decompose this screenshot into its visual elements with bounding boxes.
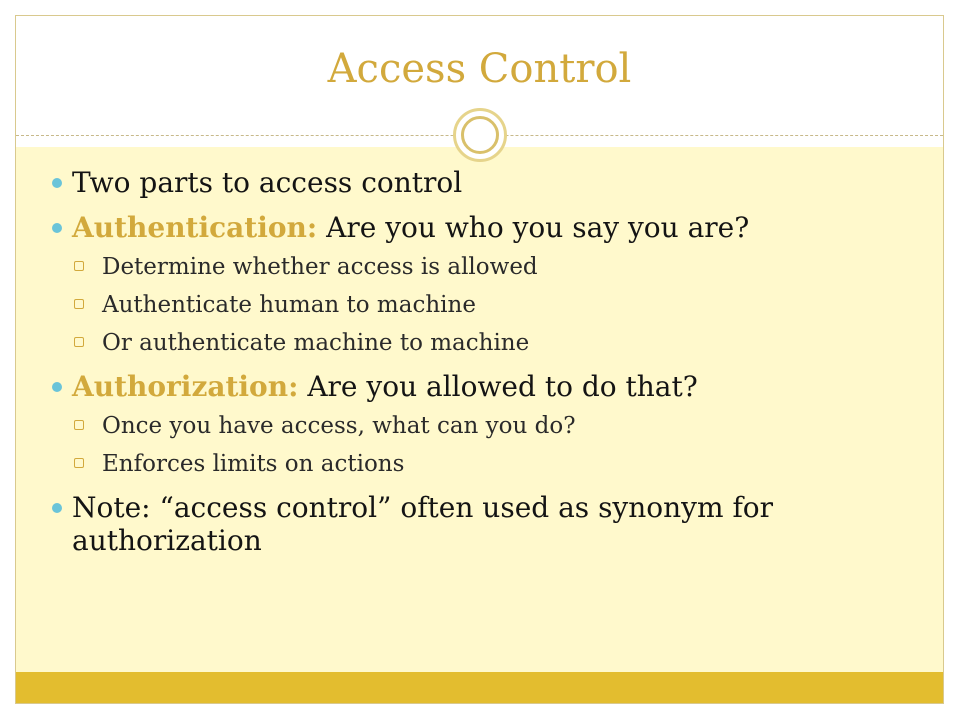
bullet-item	[52, 370, 912, 403]
bullet-item	[52, 211, 912, 244]
sub-bullet-text: Determine whether access is allowed	[102, 254, 538, 280]
bullet-text: Note: “access control” often used as synonym for authorization	[72, 491, 774, 557]
bullet-keyword: Authorization:	[72, 370, 299, 403]
sub-bullet-item	[52, 413, 912, 440]
sub-bullet-item	[52, 292, 912, 319]
ring-ornament-icon	[453, 108, 507, 162]
square-bullet-icon	[74, 337, 84, 347]
sub-bullet-text: Authenticate human to machine	[102, 292, 476, 318]
sub-bullet-text: Once you have access, what can you do?	[102, 413, 576, 439]
sub-bullet-item	[52, 254, 912, 281]
footer-band	[16, 672, 943, 704]
sub-bullet-text: Enforces limits on actions	[102, 451, 405, 477]
sub-bullet-item	[52, 330, 912, 357]
bullet-dot-icon	[52, 178, 62, 188]
bullet-dot-icon	[52, 382, 62, 392]
bullet-list	[52, 166, 912, 569]
inner-ring-icon	[461, 116, 499, 154]
square-bullet-icon	[74, 420, 84, 430]
slide	[15, 15, 944, 704]
slide-title: Access Control	[327, 46, 632, 92]
sub-bullet-item	[52, 451, 912, 478]
square-bullet-icon	[74, 299, 84, 309]
square-bullet-icon	[74, 261, 84, 271]
bullet-dot-icon	[52, 503, 62, 513]
bullet-dot-icon	[52, 223, 62, 233]
bullet-text: Are you allowed to do that?	[298, 370, 698, 403]
bullet-text: Are you who you say you are?	[317, 211, 750, 244]
bullet-item	[52, 166, 912, 199]
square-bullet-icon	[74, 458, 84, 468]
bullet-item	[52, 491, 912, 557]
bullet-keyword: Authentication:	[72, 211, 318, 244]
bullet-text: Two parts to access control	[72, 166, 463, 199]
sub-bullet-text: Or authenticate machine to machine	[102, 330, 530, 356]
